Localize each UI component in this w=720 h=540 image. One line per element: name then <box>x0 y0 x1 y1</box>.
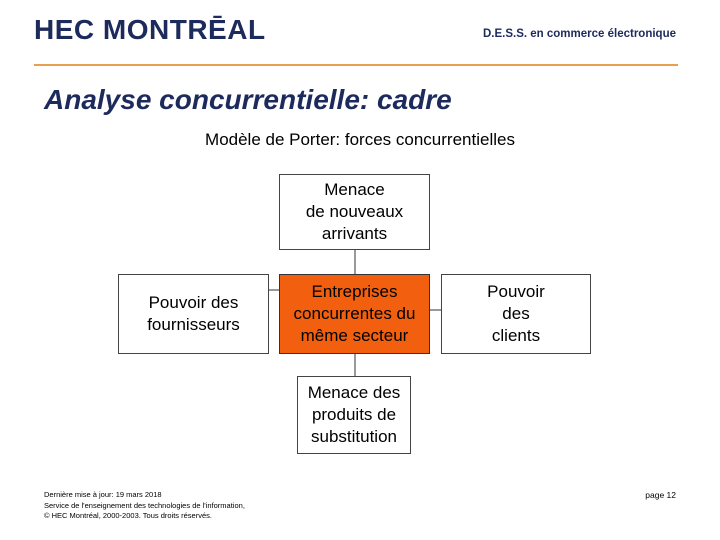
buyers-power-box: Pouvoir des clients <box>441 274 591 354</box>
program-name: D.E.S.S. en commerce électronique <box>482 28 676 40</box>
footer-credits <box>44 490 245 522</box>
substitutes-threat-box: Menace des produits de substitution <box>297 376 411 454</box>
suppliers-power-box: Pouvoir des fournisseurs <box>118 274 269 354</box>
hec-montreal-logo: HEC MONTRĒAL <box>34 14 266 45</box>
industry-competitors-box: Entreprises concurrentes du même secteur <box>279 274 430 354</box>
footer-copyright: © HEC Montréal, 2000-2003. Tous droits réservés. <box>44 511 212 520</box>
slide-subtitle: Modèle de Porter: forces concurrentielles <box>205 130 515 149</box>
new-entrants-box: Menace de nouveaux arrivants <box>279 174 430 250</box>
footer-service: Service de l'enseignement des technologies de l'information, <box>44 500 245 510</box>
slide-title: Analyse concurrentielle: cadre <box>44 84 452 115</box>
page-number: page 12 <box>645 490 676 500</box>
footer-updated: Dernière mise à jour: 19 mars 2018 <box>44 490 162 499</box>
